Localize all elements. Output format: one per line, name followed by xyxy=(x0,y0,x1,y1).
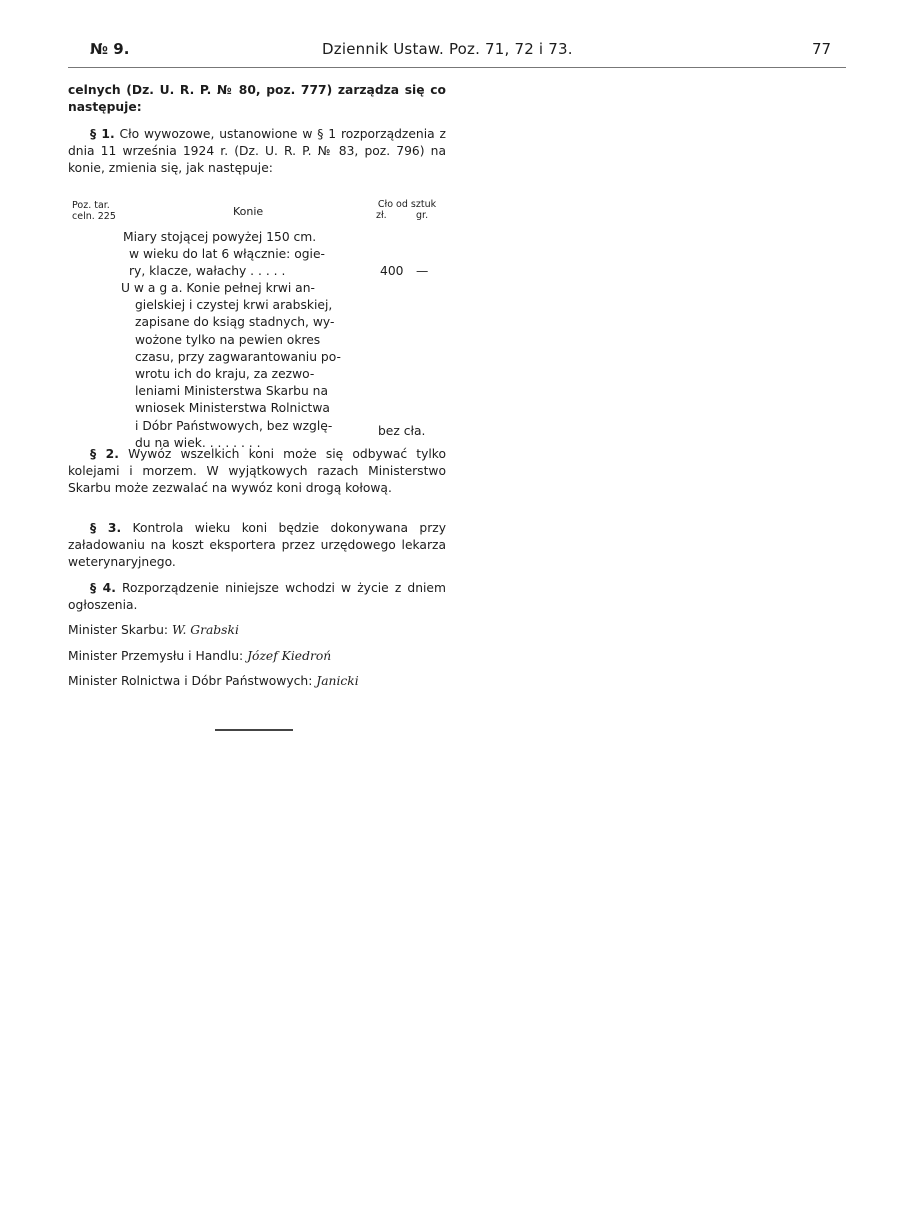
note-line: du na wiek. . . . . . . . xyxy=(135,435,261,450)
signature-industry xyxy=(68,648,331,665)
table-header-duty xyxy=(368,199,446,221)
section-4 xyxy=(68,580,446,614)
signature-name: Janicki xyxy=(316,674,359,688)
row1-line: ry, klacze, wałachy . . . . . xyxy=(129,264,286,279)
intro-paragraph xyxy=(68,82,446,116)
table-header-position xyxy=(72,200,116,222)
note-line: wrotu ich do kraju, za zezwo- xyxy=(135,367,315,382)
note-line: wożone tylko na pewien okres xyxy=(135,332,321,347)
end-rule xyxy=(215,729,293,731)
section-3-mark: § 3. xyxy=(90,521,122,535)
issue-number: № 9. xyxy=(90,40,130,58)
section-4-text: Rozporządzenie niniejsze wchodzi w życie z dniem ogłoszenia. xyxy=(68,581,446,613)
table-header-duty-title: Cło od sztuk xyxy=(377,199,437,210)
note-line: i Dóbr Państwowych, bez wzglę- xyxy=(135,418,333,433)
signature-agriculture xyxy=(68,673,359,690)
header-rule xyxy=(68,67,846,68)
signature-role: Minister Rolnictwa i Dóbr Państwowych: xyxy=(68,674,313,688)
row1-line: w wieku do lat 6 włącznie: ogie- xyxy=(129,247,325,262)
section-2 xyxy=(68,446,446,498)
signature-name: W. Grabski xyxy=(171,623,239,637)
note-line: gielskiej i czystej krwi arabskiej, xyxy=(135,298,333,313)
section-4-mark: § 4. xyxy=(90,581,116,595)
signature-role: Minister Przemysłu i Handlu: xyxy=(68,649,244,663)
journal-title: Dziennik Ustaw. Poz. 71, 72 i 73. xyxy=(322,40,573,58)
section-2-mark: § 2. xyxy=(90,447,119,461)
row1-duty-gr: — xyxy=(416,264,429,278)
table-header-gr: gr. xyxy=(416,210,429,221)
table-header-horses: Konie xyxy=(233,205,264,218)
intro-text: celnych (Dz. U. R. P. № 80, poz. 777) zarządza się co następuje: xyxy=(68,83,446,115)
section-3 xyxy=(68,520,446,572)
section-1-mark: § 1. xyxy=(90,127,115,141)
section-2-text: Wywóz wszelkich koni może się odbywać tylko kolejami i morzem. W wyjątkowych razach Ministerstwo Skarbu może zezwalać na wywóz koni drogą kołową. xyxy=(68,447,446,496)
note-line: wniosek Ministerstwa Rolnictwa xyxy=(135,401,330,416)
table-header-position-line1: Poz. tar. xyxy=(72,200,110,211)
row1-line: Miary stojącej powyżej 150 cm. xyxy=(123,230,317,244)
section-1-text: Cło wywozowe, ustanowione w § 1 rozporządzenia z dnia 11 września 1924 r. (Dz. U. R. P. № 83, poz. 796) na konie, zmienia się, jak następuje: xyxy=(68,127,446,176)
note-line: leniami Ministerstwa Skarbu na xyxy=(135,384,328,399)
page-number: 77 xyxy=(812,40,832,58)
note-line: czasu, przy zagwarantowaniu po- xyxy=(135,349,341,364)
row1-duty-zl: 400 xyxy=(380,264,404,278)
tariff-row-note xyxy=(121,280,373,452)
tariff-row-horses xyxy=(123,229,373,281)
row2-duty-value: bez cła. xyxy=(378,424,426,438)
note-line: U w a g a. Konie pełnej krwi an- xyxy=(121,281,315,295)
note-line: zapisane do ksiąg stadnych, wy- xyxy=(135,315,335,330)
signature-name: Józef Kiedroń xyxy=(247,649,332,663)
table-header-position-line2: celn. 225 xyxy=(72,211,116,222)
signature-role: Minister Skarbu: xyxy=(68,623,169,637)
section-3-text: Kontrola wieku koni będzie dokonywana przy załadowaniu na koszt eksportera przez urzędowego lekarza weterynaryjnego. xyxy=(68,521,446,570)
section-1 xyxy=(68,126,446,178)
signature-finance xyxy=(68,622,239,639)
table-header-zl: zł. xyxy=(376,210,387,221)
